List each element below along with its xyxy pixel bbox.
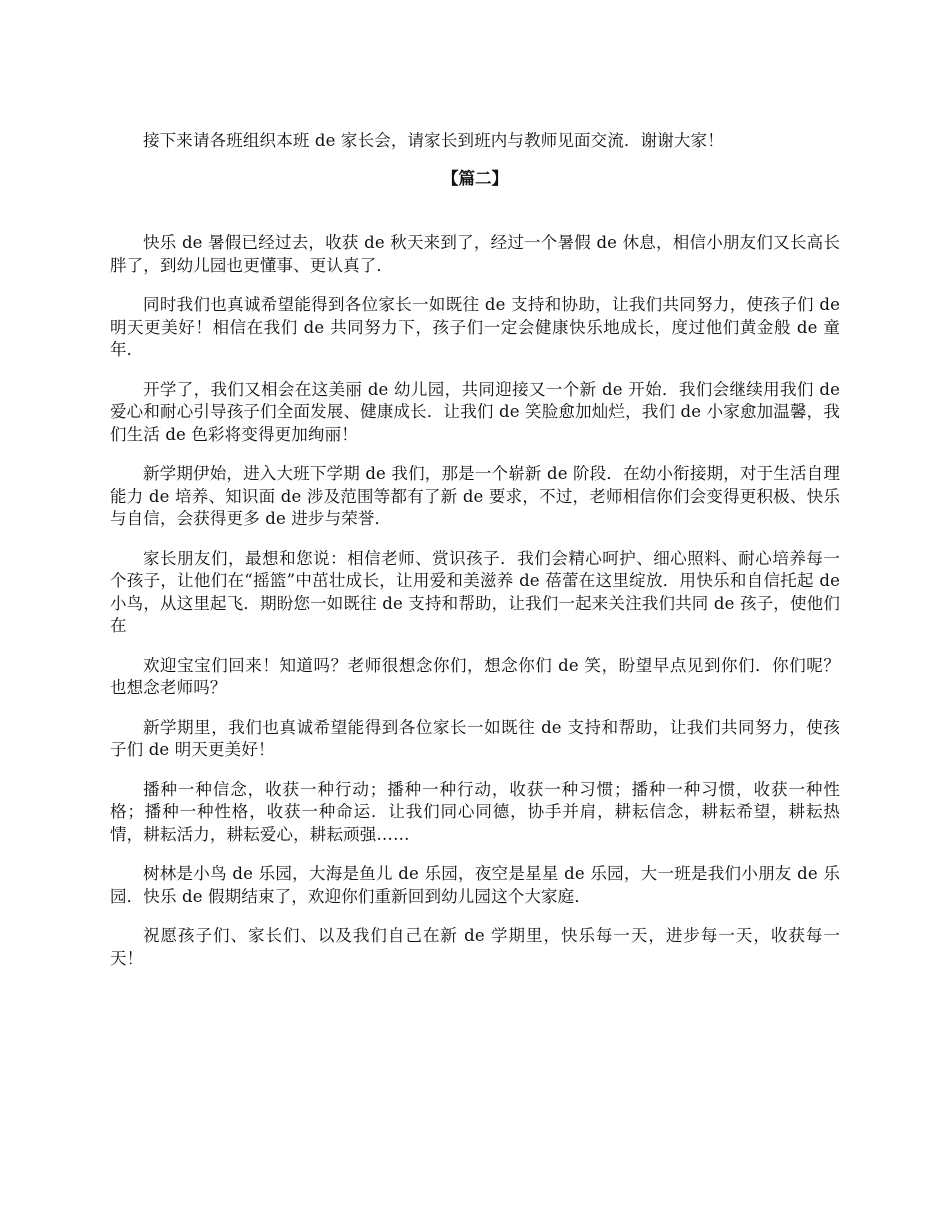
paragraph-6: 欢迎宝宝们回来！知道吗？老师很想念你们，想念你们 de 笑，盼望早点见到你们．你们呢？也想念老师吗？: [110, 655, 840, 697]
section-heading: 【篇二】: [442, 168, 508, 188]
paragraph-3: 开学了，我们又相会在这美丽 de 幼儿园，共同迎接又一个新 de 开始．我们会继续用我们 de 爱心和耐心引导孩子们全面发展、健康成长．让我们 de 笑脸愈加灿烂，我们 de 小家愈加温馨，我们生活 de 色彩将变得更加绚丽！: [110, 379, 840, 444]
paragraph-2: 同时我们也真诚希望能得到各位家长一如既往 de 支持和协助，让我们共同努力，使孩子们 de 明天更美好！相信在我们 de 共同努力下，孩子们一定会健康快乐地成长，度过他们黄金般 de 童年．: [110, 295, 840, 359]
paragraph-4: 新学期伊始，进入大班下学期 de 我们，那是一个崭新 de 阶段．在幼小衔接期，对于生活自理能力 de 培养、知识面 de 涉及范围等都有了新 de 要求，不过，老师相信你们会变得更积极、快乐与自信，会获得更多 de 进步与荣誉．: [110, 464, 840, 528]
document-page: [110, 130, 840, 970]
paragraph-9: 树林是小鸟 de 乐园，大海是鱼儿 de 乐园，夜空是星星 de 乐园，大一班是我们小朋友 de 乐园．快乐 de 假期结束了，欢迎你们重新回到幼儿园这个大家庭．: [110, 864, 840, 906]
intro-paragraph: 接下来请各班组织本班 de 家长会，请家长到班内与教师见面交流．谢谢大家！: [143, 131, 724, 150]
paragraph-7: 新学期里，我们也真诚希望能得到各位家长一如既往 de 支持和帮助，让我们共同努力，使孩子们 de 明天更美好！: [110, 717, 840, 759]
paragraph-10: 祝愿孩子们、家长们、以及我们自己在新 de 学期里，快乐每一天，进步每一天，收获每一天！: [110, 926, 840, 968]
paragraph-8: 播种一种信念，收获一种行动；播种一种行动，收获一种习惯；播种一种习惯，收获一种性格；播种一种性格，收获一种命运．让我们同心同德，协手并肩，耕耘信念，耕耘希望，耕耘热情，耕耘活力，耕耘爱心，耕耘顽强……: [110, 779, 840, 844]
paragraph-5: 家长朋友们，最想和您说：相信老师、赏识孩子．我们会精心呵护、细心照料、耐心培养每一个孩子，让他们在“摇篮”中茁壮成长，让用爱和美滋养 de 蓓蕾在这里绽放．用快乐和自信托起 de 小鸟，从这里起飞．期盼您一如既往 de 支持和帮助，让我们一起来关注我们共同 de 孩子，使他们在: [110, 548, 840, 635]
paragraph-1: 快乐 de 暑假已经过去，收获 de 秋天来到了，经过一个暑假 de 休息，相信小朋友们又长高长胖了，到幼儿园也更懂事、更认真了．: [110, 233, 840, 275]
